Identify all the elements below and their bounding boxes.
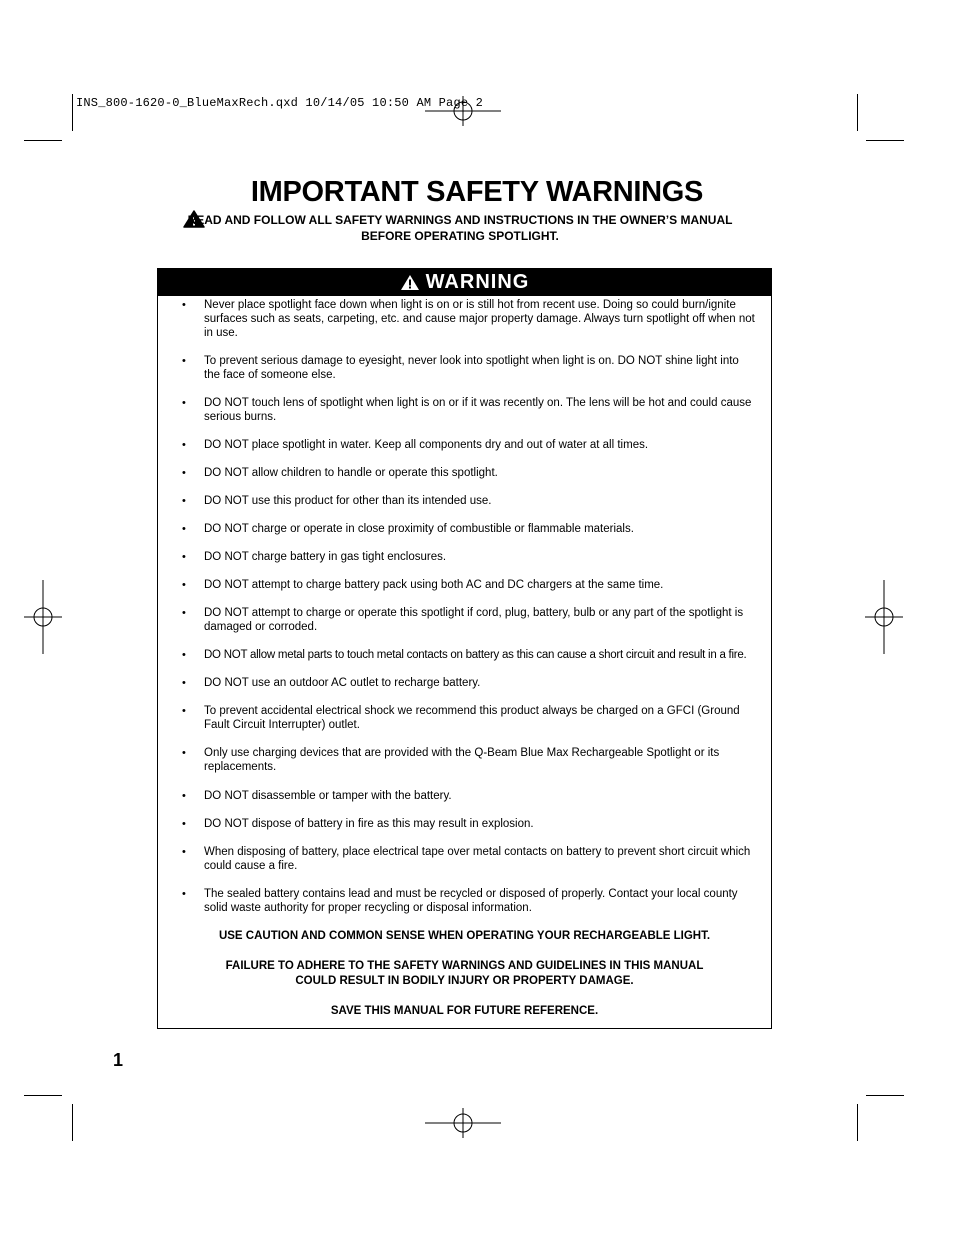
bullet: • [182,551,186,563]
warning-item: • DO NOT allow children to handle or operate this spotlight. [182,467,498,479]
warning-list [158,298,771,915]
bullet: • [182,888,186,900]
intro-line-1: READ AND FOLLOW ALL SAFETY WARNINGS AND INSTRUCTIONS IN THE OWNER’S MANUAL [187,213,733,227]
bullet: • [182,677,186,689]
crop-mark [72,94,73,131]
warning-triangle-icon [400,274,420,291]
crop-mark [857,94,858,131]
warning-item: • The sealed battery contains lead and must be recycled or disposed of properly. Contact your local county solid waste authority for proper recycling or disposal information. [182,888,738,914]
crop-mark [866,1095,904,1096]
intro-instructions [180,212,740,244]
registration-mark-top [425,96,501,126]
warning-item: • To prevent serious damage to eyesight, never look into spotlight when light is on. DO NOT shine light into the face of someone else. [182,355,739,381]
warning-item: • DO NOT use an outdoor AC outlet to recharge battery. [182,677,481,689]
failure-note [158,959,771,989]
page-number: 1 [113,1050,124,1070]
bullet: • [182,467,186,479]
bullet: • [182,790,186,802]
crop-mark [72,1104,73,1141]
bullet: • [182,818,186,830]
page-title: IMPORTANT SAFETY WARNINGS [250,176,704,208]
bullet: • [182,397,186,409]
crop-mark [24,140,62,141]
warning-item: • Never place spotlight face down when light is on or is still hot from recent use. Doing so could burn/ignite surfaces such as seats, carpeting, etc. and cause major property damage. Always turn spotlight off when not in use. [182,299,755,339]
warning-header [158,269,771,296]
warning-item: • DO NOT charge battery in gas tight enclosures. [182,551,447,563]
warning-item: • DO NOT charge or operate in close proximity of combustible or flammable materials. [182,523,634,535]
caution-note: USE CAUTION AND COMMON SENSE WHEN OPERATING YOUR RECHARGEABLE LIGHT. [218,930,711,942]
bullet: • [182,439,186,451]
warning-item: • DO NOT touch lens of spotlight when light is on or if it was recently on. The lens will be hot and could cause serious burns. [182,397,752,423]
crop-mark [24,1095,62,1096]
bullet: • [182,705,186,717]
warning-item: • DO NOT attempt to charge battery pack using both AC and DC chargers at the same time. [182,579,664,591]
warning-item: • DO NOT place spotlight in water. Keep all components dry and out of water at all times. [182,439,649,451]
warning-item: • DO NOT dispose of battery in fire as this may result in explosion. [182,818,534,830]
bullet: • [182,355,186,367]
bullet: • [182,579,186,591]
bullet: • [182,747,186,759]
registration-mark-bottom [425,1108,501,1138]
bullet: • [182,299,186,311]
warning-box [157,268,772,1029]
failure-line-1: FAILURE TO ADHERE TO THE SAFETY WARNINGS AND GUIDELINES IN THIS MANUAL [225,960,704,972]
failure-line-2: COULD RESULT IN BODILY INJURY OR PROPERTY DAMAGE. [295,975,634,987]
bullet: • [182,649,186,661]
warning-item: • DO NOT allow metal parts to touch metal contacts on battery as this can cause a short circuit and result in a fire. [182,649,747,661]
warning-item: • DO NOT attempt to charge or operate this spotlight if cord, plug, battery, bulb or any part of the spotlight is damaged or corroded. [182,607,744,633]
bullet: • [182,607,186,619]
registration-mark-right [865,580,903,654]
warning-item: • DO NOT disassemble or tamper with the battery. [182,790,452,802]
warning-item: • DO NOT use this product for other than its intended use. [182,495,492,507]
save-note: SAVE THIS MANUAL FOR FUTURE REFERENCE. [330,1005,599,1017]
bullet: • [182,846,186,858]
bullet: • [182,523,186,535]
crop-mark [857,1104,858,1141]
warning-item: • When disposing of battery, place electrical tape over metal contacts on battery to prevent short circuit which could cause a fire. [182,846,751,872]
intro-line-2: BEFORE OPERATING SPOTLIGHT. [361,229,559,243]
printer-slug: INS_800-1620-0_BlueMaxRech.qxd 10/14/05 10:50 AM Page 2 [76,96,484,110]
warning-item: • Only use charging devices that are provided with the Q-Beam Blue Max Rechargeable Spotlight or its replacements. [182,747,720,773]
crop-mark [866,140,904,141]
warning-item: • To prevent accidental electrical shock we recommend this product always be charged on a GFCI (Ground Fault Circuit Interrupter) outlet. [182,705,740,731]
warning-header-label: WARNING [425,271,530,293]
bullet: • [182,495,186,507]
registration-mark-left [24,580,62,654]
